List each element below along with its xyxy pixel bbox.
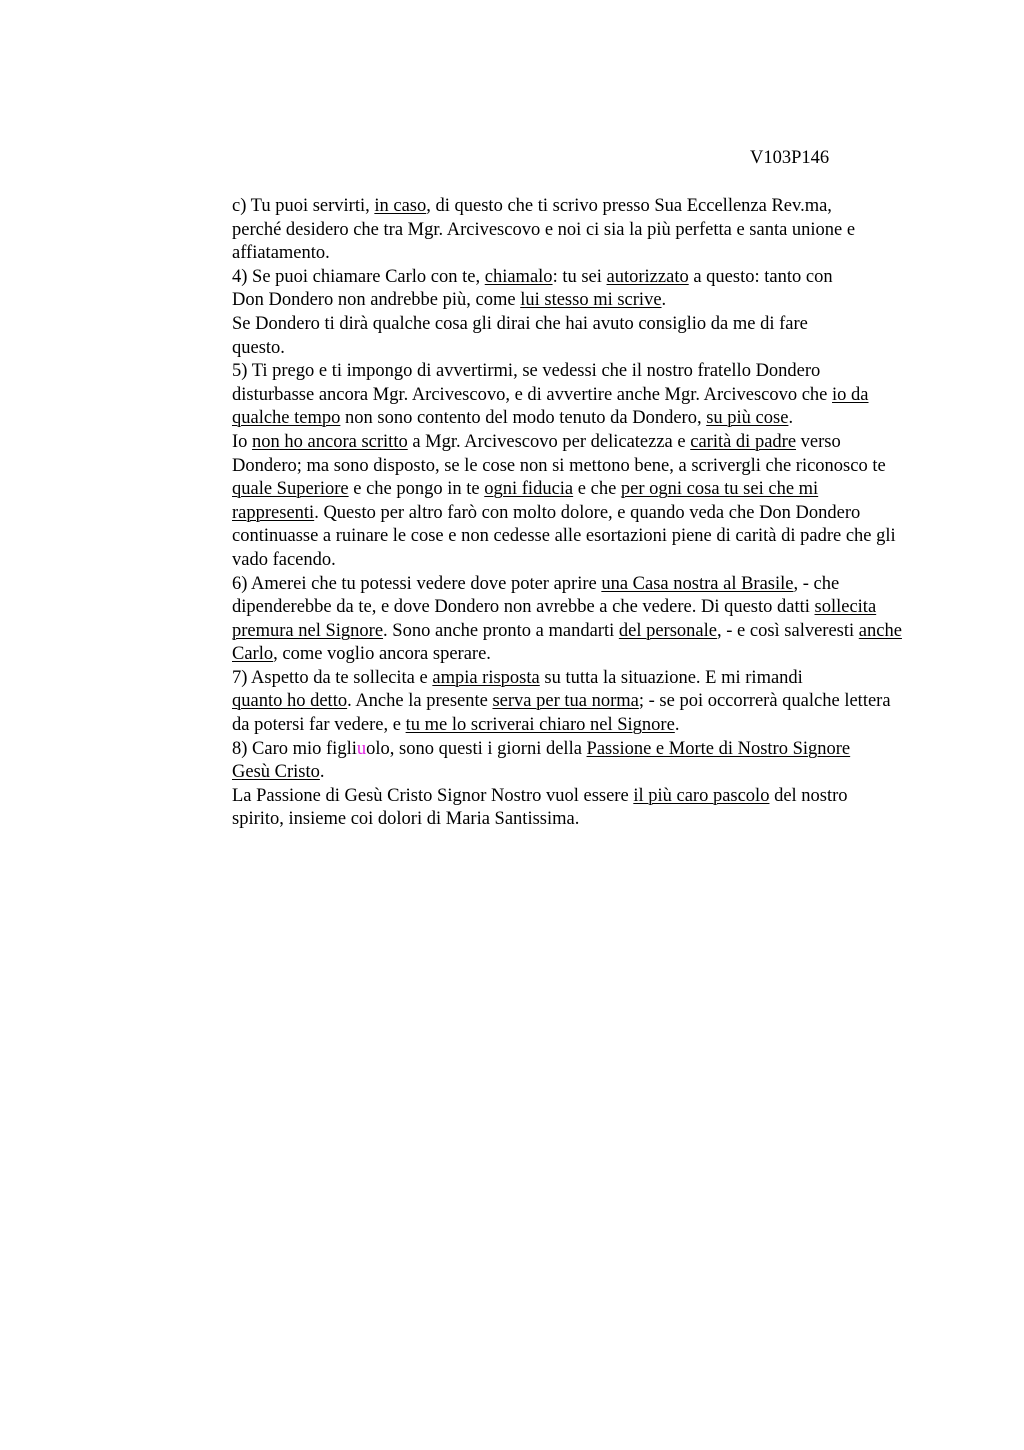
text-run: continuasse a ruinare le cose e non cedesse alle esortazioni piene di carità di padre che gli: [232, 526, 896, 547]
text-line: [171, 360, 929, 384]
paragraph: [171, 573, 929, 667]
text-line: [171, 266, 929, 290]
text-run: . Sono anche pronto a mandarti: [383, 620, 619, 641]
underlined-phrase: non ho ancora scritto: [252, 431, 408, 452]
text-line: [171, 808, 929, 832]
text-line: [171, 643, 929, 667]
paragraph: [171, 431, 929, 573]
text-line: [171, 384, 929, 408]
text-run: , come voglio ancora sperare.: [273, 644, 491, 665]
text-line: [171, 337, 929, 361]
paragraph: [171, 313, 929, 360]
text-run: . Anche la presente: [347, 691, 493, 712]
text-run: : tu sei: [552, 266, 607, 287]
text-line: [171, 242, 929, 266]
text-run: non sono contento del modo tenuto da Dondero,: [340, 408, 707, 429]
underlined-phrase: lui stesso mi scrive: [520, 290, 662, 311]
paragraph: [171, 360, 929, 431]
text-run: olo, sono questi i giorni della: [366, 738, 587, 759]
text-run: ; - se poi occorrerà qualche lettera: [638, 691, 891, 712]
text-run: c) Tu puoi servirti,: [232, 196, 375, 216]
text-line: [171, 573, 929, 597]
paragraph: [171, 195, 929, 266]
underlined-phrase: una Casa nostra al Brasile: [601, 573, 794, 594]
text-run: 6) Amerei che tu potessi vedere dove poter aprire: [232, 573, 602, 594]
underlined-phrase: premura nel Signore: [232, 620, 384, 641]
text-line: [171, 313, 929, 337]
paragraph: [171, 667, 929, 738]
underlined-phrase: ampia risposta: [432, 667, 540, 688]
underlined-phrase: autorizzato: [606, 266, 689, 287]
underlined-phrase: io da: [832, 384, 869, 405]
letter-body: [171, 195, 929, 832]
underlined-phrase: Carlo: [232, 644, 274, 665]
underlined-phrase: per ogni cosa tu sei che mi: [620, 479, 819, 500]
text-line: [171, 407, 929, 431]
paragraph: [171, 738, 929, 785]
text-run: dipenderebbe da te, e dove Dondero non avrebbe a che vedere. Di questo datti: [232, 597, 815, 618]
text-line: [171, 219, 929, 243]
text-run: questo.: [232, 337, 285, 358]
text-run: del nostro: [769, 785, 848, 806]
underlined-phrase: quanto ho detto: [232, 691, 348, 712]
underlined-phrase: Passione e Morte di Nostro Signore: [586, 738, 851, 759]
text-run: da potersi far vedere, e: [232, 715, 406, 736]
text-run: a Mgr. Arcivescovo per delicatezza e: [407, 431, 691, 452]
text-line: [171, 596, 929, 620]
underlined-phrase: serva per tua norma: [492, 691, 639, 712]
text-line: [171, 455, 929, 479]
text-run: spirito, insieme coi dolori di Maria Santissima.: [232, 809, 580, 830]
text-line: [171, 478, 929, 502]
text-run: Dondero; ma sono disposto, se le cose non si mettono bene, a scrivergli che riconosco te: [232, 455, 886, 476]
underlined-phrase: del personale: [618, 620, 717, 641]
text-run: e che pongo in te: [348, 479, 485, 500]
paragraph: [171, 266, 929, 313]
text-line: [171, 761, 929, 785]
text-run: disturbasse ancora Mgr. Arcivescovo, e di avvertire anche Mgr. Arcivescovo che: [232, 384, 833, 405]
page-reference: V103P146: [750, 148, 830, 168]
text-run: a questo: tanto con: [688, 266, 833, 287]
text-run: , - e così salveresti: [716, 620, 859, 641]
text-run: . Questo per altro farò con molto dolore, e quando veda che Don Dondero: [314, 502, 861, 523]
underlined-phrase: qualche tempo: [232, 408, 341, 429]
text-run: .: [319, 762, 325, 783]
highlighted-letter: u: [356, 738, 367, 759]
text-run: verso: [796, 431, 841, 452]
text-run: 5) Ti prego e ti impongo di avvertirmi, se vedessi che il nostro fratello Dondero: [232, 361, 821, 382]
underlined-phrase: ogni fiducia: [484, 479, 574, 500]
text-run: 7) Aspetto da te sollecita e: [232, 667, 433, 688]
text-run: .: [788, 408, 794, 429]
text-run: Don Dondero non andrebbe più, come: [232, 290, 521, 311]
text-run: , di questo che ti scrivo presso Sua Eccellenza Rev.ma,: [426, 196, 832, 216]
text-run: perché desidero che tra Mgr. Arcivescovo e noi ci sia la più perfetta e santa unione e: [232, 219, 856, 240]
text-line: [171, 502, 929, 526]
text-line: [171, 714, 929, 738]
underlined-phrase: in caso: [374, 196, 427, 216]
text-run: 4) Se puoi chiamare Carlo con te,: [232, 266, 485, 287]
underlined-phrase: sollecita: [814, 597, 877, 618]
text-line: [171, 690, 929, 714]
text-run: Se Dondero ti dirà qualche cosa gli dirai che hai avuto consiglio da me di fare: [232, 313, 808, 334]
text-run: affiatamento.: [232, 243, 330, 264]
underlined-phrase: tu me lo scriverai chiaro nel Signore: [405, 715, 675, 736]
text-line: [171, 549, 929, 573]
text-line: [171, 620, 929, 644]
text-line: [171, 289, 929, 313]
text-run: , - che: [793, 573, 840, 594]
underlined-phrase: il più caro pascolo: [633, 785, 770, 806]
text-line: [171, 667, 929, 691]
text-run: Io: [232, 431, 253, 452]
underlined-phrase: rappresenti: [232, 502, 315, 523]
underlined-phrase: Gesù Cristo: [232, 762, 320, 783]
underlined-phrase: chiamalo: [484, 266, 553, 287]
text-run: La Passione di Gesù Cristo Signor Nostro vuol essere: [232, 785, 634, 806]
text-line: [171, 525, 929, 549]
text-run: vado facendo.: [232, 549, 336, 570]
text-run: su tutta la situazione. E mi rimandi: [539, 667, 803, 688]
text-line: [171, 785, 929, 809]
underlined-phrase: anche: [858, 620, 902, 641]
underlined-phrase: carità di padre: [690, 431, 797, 452]
paragraph: [171, 785, 929, 832]
text-line: [171, 195, 929, 219]
text-line: [171, 431, 929, 455]
text-run: .: [674, 715, 680, 736]
text-run: e che: [573, 479, 621, 500]
text-run: 8) Caro mio figli: [232, 738, 357, 759]
text-line: [171, 738, 929, 762]
underlined-phrase: quale Superiore: [232, 479, 349, 500]
text-run: .: [661, 290, 667, 311]
underlined-phrase: su più cose: [706, 408, 789, 429]
